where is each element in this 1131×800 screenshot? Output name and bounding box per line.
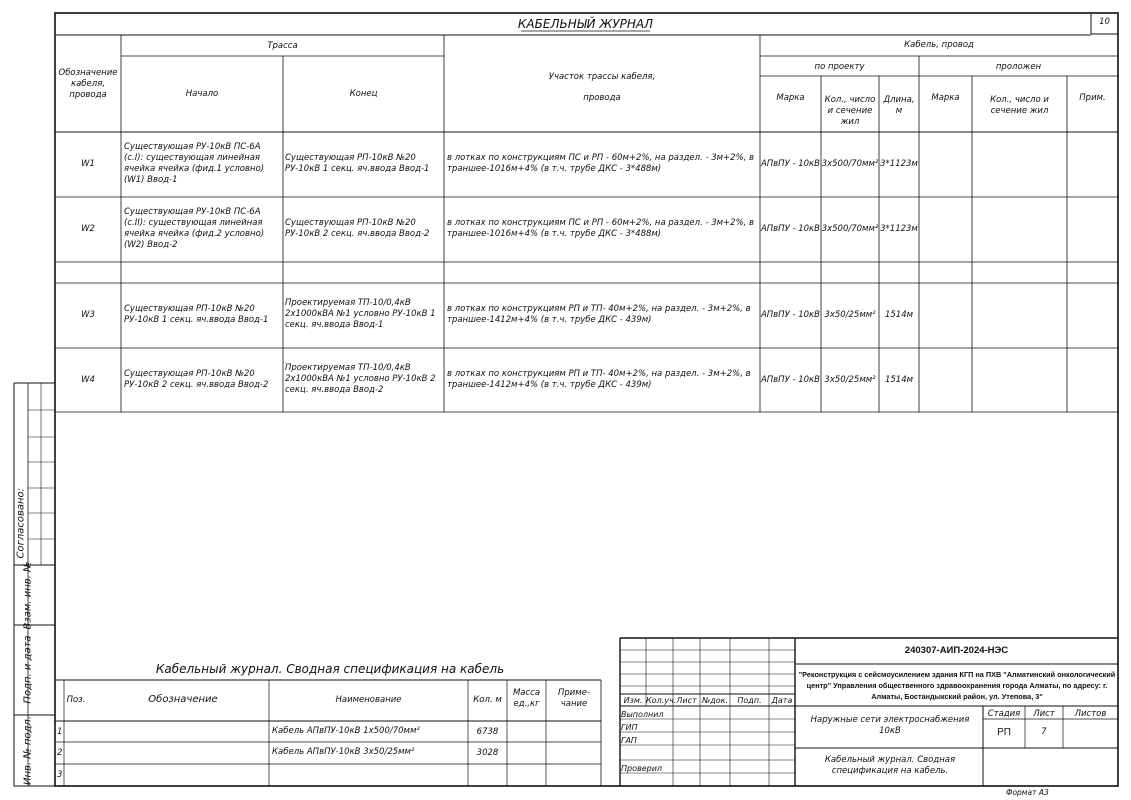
role-performer: Выполнил — [621, 710, 664, 719]
cable-length: 1514м — [884, 310, 914, 320]
route-start: Существующая РУ-10кВ ПС-6А (с.I): существующая линейная ячейка ячейка (фид.1 условно) (W1) Ввод-1 — [124, 142, 265, 185]
cable-brand: АПвПУ - 10кВ — [760, 224, 821, 234]
cable-brand: АПвПУ - 10кВ — [760, 159, 821, 169]
stamp-inv-vzam: Взам. инв. № — [22, 561, 34, 630]
spec-header-name: Наименование — [335, 695, 402, 705]
cable-length: 3*1123м — [880, 224, 918, 234]
cable-length: 3*1123м — [880, 159, 918, 169]
tb-header-doc: №док. — [701, 696, 729, 705]
tb-header-izm: Изм. — [623, 696, 643, 705]
drawing-name: Кабельный журнал. Сводная спецификация на кабель. — [824, 755, 956, 776]
header-brand-laid: Марка — [931, 93, 960, 103]
route-section: в лотках по конструкциям РП и ТП- 40м+2%, на раздел. - 3м+2%, в траншее-1412м+4% (в т.ч. трубе ДКС - 439м) — [447, 369, 751, 390]
cable-brand: АПвПУ - 10кВ — [760, 375, 821, 385]
route-end: Проектируемая ТП-10/0,4кВ 2х1000кВА №1 условно РУ-10кВ 1 секц. яч.ввода Ввод-1 — [285, 298, 436, 330]
header-route: Трасса — [267, 41, 298, 51]
cable-count: 3х500/70мм² — [821, 224, 879, 234]
stamp-sign-date: Подп. и дата — [22, 635, 34, 704]
cable-id: W2 — [81, 224, 95, 234]
tb-header-list: Лист — [676, 696, 697, 705]
role-gip: ГИП — [621, 723, 638, 732]
route-end: Проектируемая ТП-10/0,4кВ 2х1000кВА №1 условно РУ-10кВ 2 секц. яч.ввода Ввод-2 — [285, 363, 436, 395]
format-label: Формат А3 — [1006, 788, 1049, 797]
cable-count: 3х500/70мм² — [821, 159, 879, 169]
spec-name: Кабель АПвПУ-10кВ 1х500/70мм² — [272, 726, 420, 736]
sheets-label: Листов — [1074, 709, 1107, 719]
cable-id: W3 — [81, 310, 95, 320]
spec-header-note: Приме- чание — [557, 688, 591, 709]
spec-header-designation: Обозначение — [148, 694, 218, 705]
spec-pos: 3 — [57, 770, 63, 780]
route-end: Существующая РП-10кВ №20 РУ-10кВ 1 секц. яч.ввода Ввод-1 — [285, 153, 430, 174]
header-count-section-laid: Кол., число и сечение жил — [990, 95, 1049, 116]
spec-header-pos: Поз. — [66, 695, 86, 705]
spec-header-mass: Масса ед.,кг — [512, 688, 541, 709]
spec-qty: 6738 — [476, 727, 499, 737]
route-start: Существующая РУ-10кВ ПС-6А (с.II): существующая линейная ячейка ячейка (фид.2 условно) (W2) Ввод-2 — [124, 207, 265, 250]
spec-title: Кабельный журнал. Сводная спецификация на кабель — [155, 662, 505, 676]
cable-length: 1514м — [884, 375, 914, 385]
header-section: Участок трассы кабеля, провода — [548, 72, 656, 103]
spec-pos: 1 — [57, 727, 63, 737]
stamp-agreed: Согласовано: — [15, 487, 27, 559]
sheet-label: Лист — [1033, 709, 1055, 719]
header-cable: Кабель, провод — [904, 40, 974, 50]
stage-value: РП — [997, 727, 1011, 738]
cable-id: W4 — [81, 375, 95, 385]
project-name: "Реконструкция с сейсмоусилением здания КГП на ПХВ "Алматинский онкологический центр" Управления общественного здравоохранения города Алматы, по адресу: г. Алматы, Бостандыкский район, ул. Утепова, 3" — [798, 670, 1116, 701]
spec-header-qty: Кол. м — [473, 695, 502, 705]
spec-qty: 3028 — [476, 748, 499, 758]
sheet-number: 10 — [1099, 17, 1110, 27]
cable-count: 3х50/25мм² — [824, 310, 876, 320]
header-end: Конец — [349, 89, 378, 99]
header-laid: проложен — [995, 62, 1042, 72]
route-section: в лотках по конструкциям ПС и РП - 60м+2%, на раздел. - 3м+2%, в траншее-1016м+4% (в т.ч. трубе ДКС - 3*488м) — [447, 218, 755, 239]
route-end: Существующая РП-10кВ №20 РУ-10кВ 2 секц. яч.ввода Ввод-2 — [285, 218, 430, 239]
role-gap: ГАП — [621, 736, 637, 745]
header-note: Прим. — [1079, 93, 1106, 103]
cable-brand: АПвПУ - 10кВ — [760, 310, 821, 320]
tb-header-podp: Подп. — [737, 696, 762, 705]
object-name: Наружные сети электроснабжения 10кВ — [810, 715, 970, 736]
header-count-section: Кол., число и сечение жил — [824, 95, 876, 127]
route-start: Существующая РП-10кВ №20 РУ-10кВ 2 секц. яч.ввода Ввод-2 — [124, 369, 269, 390]
header-designation: Обозначение кабеля, провода — [58, 68, 118, 100]
role-checker: Проверил — [621, 764, 663, 773]
header-by-project: по проекту — [814, 62, 865, 72]
header-length: Длина, м — [883, 95, 915, 116]
header-start: Начало — [185, 89, 219, 99]
spec-name: Кабель АПвПУ-10кВ 3х50/25мм² — [272, 747, 415, 757]
route-section: в лотках по конструкциям ПС и РП - 60м+2%, на раздел. - 3м+2%, в траншее-1016м+4% (в т.ч. трубе ДКС - 3*488м) — [447, 153, 755, 174]
tb-header-date: Дата — [771, 696, 793, 705]
sheet-value: 7 — [1041, 727, 1047, 737]
document-code: 240307-АИП-2024-НЭС — [904, 645, 1009, 656]
route-start: Существующая РП-10кВ №20 РУ-10кВ 1 секц. яч.ввода Ввод-1 — [124, 304, 269, 325]
spec-pos: 2 — [57, 748, 63, 758]
stage-label: Стадия — [987, 709, 1021, 719]
cable-count: 3х50/25мм² — [824, 375, 876, 385]
header-brand: Марка — [776, 93, 805, 103]
tb-header-kol: Кол.уч. — [646, 696, 677, 705]
journal-title: КАБЕЛЬНЫЙ ЖУРНАЛ — [517, 17, 654, 31]
route-section: в лотках по конструкциям РП и ТП- 40м+2%, на раздел. - 3м+2%, в траншее-1412м+4% (в т.ч. трубе ДКС - 439м) — [447, 304, 751, 325]
cable-id: W1 — [81, 159, 95, 169]
stamp-inv-podl: Инв. № подл. — [22, 716, 34, 785]
